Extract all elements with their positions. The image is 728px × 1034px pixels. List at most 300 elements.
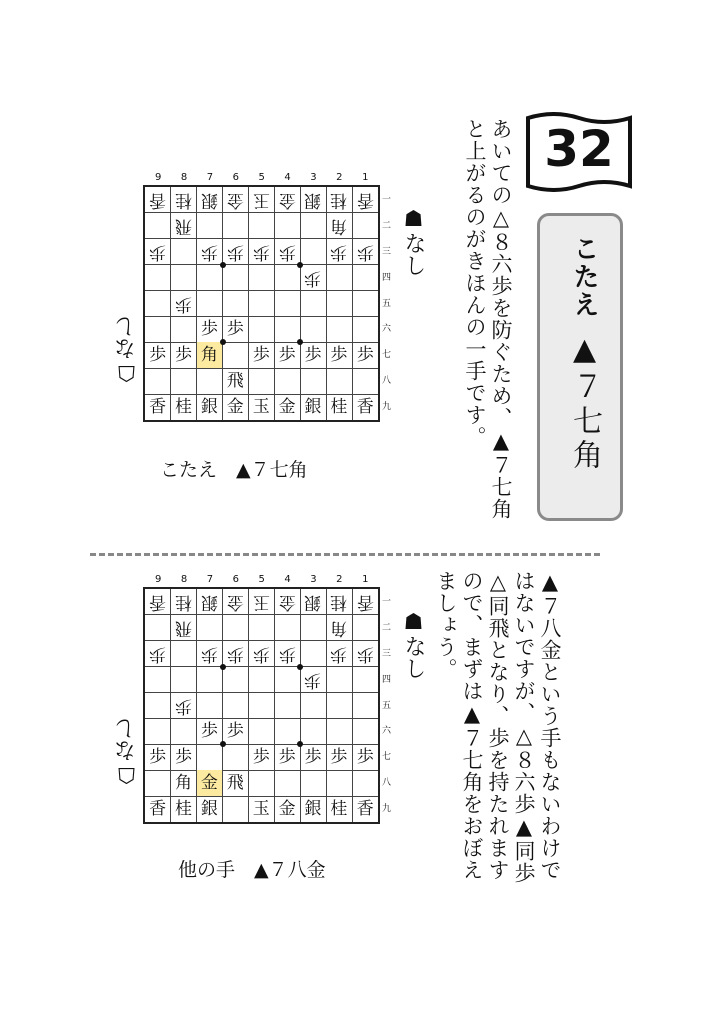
board-square — [352, 589, 378, 615]
shogi-piece: 桂 — [330, 190, 348, 210]
answer-label: こたえ — [569, 235, 599, 319]
shogi-piece: 歩 — [278, 747, 296, 768]
rank-label: 八 — [382, 778, 392, 789]
file-label: 1 — [362, 172, 369, 183]
board-square — [326, 291, 352, 317]
gote-piece-icon: ☖ — [114, 360, 139, 385]
board-square — [171, 291, 197, 317]
board-square — [145, 667, 171, 693]
board-square — [326, 394, 352, 420]
shogi-piece: 歩 — [330, 643, 348, 664]
shogi-piece: 桂 — [175, 190, 193, 210]
file-label: 5 — [258, 574, 265, 585]
board-square — [197, 394, 223, 420]
board-square — [223, 744, 249, 770]
shogi-piece: 歩 — [175, 345, 193, 366]
board-square — [274, 368, 300, 394]
board-square — [249, 368, 275, 394]
board-square — [197, 718, 223, 744]
board-square — [145, 394, 171, 420]
board-square — [300, 744, 326, 770]
sente-hand-text: なし — [401, 232, 426, 276]
board-square — [145, 718, 171, 744]
board-square — [326, 589, 352, 615]
board-square — [326, 265, 352, 291]
board-square — [326, 744, 352, 770]
gote-piece-icon: ☖ — [114, 762, 139, 787]
board-square — [223, 589, 249, 615]
board-square — [326, 213, 352, 239]
board-square — [352, 394, 378, 420]
file-label: 5 — [258, 172, 265, 183]
board-square — [171, 615, 197, 641]
board-square — [197, 213, 223, 239]
board-square — [326, 796, 352, 822]
shogi-piece: 歩 — [175, 747, 193, 768]
board-square — [249, 394, 275, 420]
shogi-piece: 金 — [226, 397, 244, 418]
board-square — [352, 342, 378, 368]
file-label: 3 — [310, 574, 317, 585]
shogi-piece: 歩 — [226, 319, 244, 340]
board-square — [274, 770, 300, 796]
board-square — [197, 316, 223, 342]
shogi-piece: 玉 — [252, 799, 270, 820]
star-point — [220, 664, 226, 670]
board-square — [300, 718, 326, 744]
board-square — [145, 770, 171, 796]
shogi-piece: 銀 — [304, 397, 322, 418]
rank-label: 一 — [382, 597, 392, 607]
board-square — [274, 187, 300, 213]
shogi-piece: 銀 — [200, 799, 218, 820]
board-square — [274, 667, 300, 693]
gote-hand-text: なし — [114, 718, 139, 762]
board-square — [171, 213, 197, 239]
shogi-piece: 歩 — [175, 293, 193, 314]
board-square — [223, 718, 249, 744]
explanation-text-1: あいての△８六歩を防ぐため、▲７七角と上がるのがきほんの一手です。 — [463, 118, 513, 520]
board-square — [249, 187, 275, 213]
shogi-piece: 歩 — [356, 241, 374, 262]
file-label: 7 — [206, 172, 214, 183]
board-square — [197, 342, 223, 368]
board-square — [352, 667, 378, 693]
board-square — [300, 239, 326, 265]
file-labels — [143, 172, 380, 184]
board-square — [274, 394, 300, 420]
board-square — [145, 615, 171, 641]
board-square — [171, 265, 197, 291]
board-square — [352, 641, 378, 667]
shogi-piece: 歩 — [226, 643, 244, 664]
shogi-piece: 銀 — [304, 799, 322, 820]
board-square — [249, 239, 275, 265]
board-square — [145, 796, 171, 822]
board-square — [171, 368, 197, 394]
board-square — [145, 187, 171, 213]
board-square — [274, 213, 300, 239]
shogi-piece: 歩 — [356, 747, 374, 768]
star-point — [297, 262, 303, 268]
rank-label: 四 — [382, 272, 392, 283]
shogi-piece: 歩 — [149, 241, 167, 262]
shogi-piece: 歩 — [200, 721, 218, 742]
problem-number-flag — [524, 112, 634, 192]
board-square — [326, 718, 352, 744]
board-square — [352, 718, 378, 744]
rank-label: 一 — [382, 195, 392, 205]
board-square — [352, 265, 378, 291]
sente-hand — [398, 207, 429, 276]
board-square — [300, 316, 326, 342]
shogi-piece: 歩 — [330, 345, 348, 366]
board-square — [171, 187, 197, 213]
shogi-piece: 桂 — [330, 397, 348, 418]
file-label: 6 — [232, 574, 239, 585]
board-square — [326, 368, 352, 394]
shogi-piece: 角 — [200, 345, 218, 366]
board-square — [352, 239, 378, 265]
shogi-piece: 角 — [175, 773, 193, 794]
gote-hand — [111, 316, 142, 385]
board-square — [352, 693, 378, 719]
board-square — [171, 641, 197, 667]
board-square — [326, 342, 352, 368]
file-label: 9 — [154, 172, 162, 183]
shogi-piece: 歩 — [278, 643, 296, 664]
board-square — [274, 693, 300, 719]
board-square — [223, 316, 249, 342]
board-square — [274, 615, 300, 641]
star-point — [220, 262, 226, 268]
shogi-piece: 桂 — [175, 592, 193, 612]
rank-label: 三 — [382, 648, 392, 659]
board-square — [300, 796, 326, 822]
board-square — [352, 770, 378, 796]
shogi-piece: 銀 — [304, 592, 322, 612]
board-square — [352, 213, 378, 239]
board-square — [197, 368, 223, 394]
shogi-piece: 歩 — [330, 241, 348, 262]
board-square — [223, 796, 249, 822]
board-caption-answer: こたえ ▲７七角 — [160, 459, 308, 481]
file-label: 1 — [362, 574, 369, 585]
board-square — [197, 187, 223, 213]
board-square — [223, 213, 249, 239]
board-square — [223, 265, 249, 291]
shogi-piece: 桂 — [330, 799, 348, 820]
board-square — [171, 744, 197, 770]
explanation-text-2: ▲７八金という手もないわけではないですが、△８六歩▲同歩△同飛となり、歩を持たれますので、まずは▲７七角をおぼえましょう。 — [434, 570, 562, 884]
board-square — [326, 316, 352, 342]
shogi-piece: 金 — [278, 592, 296, 612]
shogi-piece: 金 — [278, 397, 296, 418]
shogi-piece: 角 — [330, 617, 348, 638]
board-square — [274, 342, 300, 368]
rank-label: 五 — [382, 700, 392, 711]
board-square — [197, 265, 223, 291]
board-square — [197, 693, 223, 719]
shogi-piece: 歩 — [356, 345, 374, 366]
board-square — [223, 693, 249, 719]
board-square — [197, 744, 223, 770]
board-square — [300, 187, 326, 213]
board-square — [274, 316, 300, 342]
board-square — [300, 213, 326, 239]
shogi-piece: 歩 — [252, 747, 270, 768]
board-square — [197, 291, 223, 317]
shogi-piece: 歩 — [149, 747, 167, 768]
rank-label: 六 — [382, 324, 392, 335]
file-labels — [143, 574, 380, 586]
board-square — [197, 770, 223, 796]
rank-label: 七 — [382, 752, 392, 763]
board-square — [326, 693, 352, 719]
file-label: 2 — [336, 172, 343, 183]
shogi-piece: 飛 — [226, 371, 244, 392]
board-square — [249, 291, 275, 317]
shogi-piece: 歩 — [330, 747, 348, 768]
rank-label: 二 — [382, 622, 392, 633]
board-square — [300, 615, 326, 641]
board-square — [145, 213, 171, 239]
board-square — [145, 291, 171, 317]
shogi-piece: 銀 — [200, 592, 218, 612]
file-label: 6 — [232, 172, 239, 183]
shogi-piece: 歩 — [149, 643, 167, 664]
board-square — [223, 239, 249, 265]
board-square — [274, 589, 300, 615]
rank-label: 五 — [382, 298, 392, 309]
shogi-piece: 銀 — [200, 190, 218, 210]
shogi-piece: 歩 — [200, 643, 218, 664]
shogi-piece: 歩 — [304, 747, 322, 768]
board-square — [249, 342, 275, 368]
shogi-piece: 歩 — [175, 695, 193, 716]
shogi-piece: 銀 — [304, 190, 322, 210]
shogi-piece: 飛 — [175, 617, 193, 638]
star-point — [220, 339, 226, 345]
board-square — [171, 770, 197, 796]
board-square — [223, 667, 249, 693]
file-label: 7 — [206, 574, 214, 585]
board-square — [352, 291, 378, 317]
shogi-piece: 角 — [330, 215, 348, 236]
rank-label: 二 — [382, 220, 392, 231]
board-square — [197, 589, 223, 615]
board-square — [171, 316, 197, 342]
board-caption-alternative: 他の手 ▲７八金 — [178, 859, 326, 881]
board-square — [249, 744, 275, 770]
shogi-piece: 歩 — [278, 241, 296, 262]
shogi-piece: 歩 — [200, 319, 218, 340]
board-square — [223, 641, 249, 667]
board-square — [171, 796, 197, 822]
shogi-piece: 歩 — [356, 643, 374, 664]
board-square — [300, 693, 326, 719]
board-square — [300, 291, 326, 317]
board-square — [249, 265, 275, 291]
rank-label: 四 — [382, 674, 392, 685]
board-square — [326, 667, 352, 693]
star-point — [220, 741, 226, 747]
board-square — [300, 394, 326, 420]
rank-label: 八 — [382, 376, 392, 387]
board-square — [300, 342, 326, 368]
board-square — [171, 239, 197, 265]
shogi-piece: 香 — [356, 799, 374, 820]
file-label: 4 — [284, 574, 291, 585]
shogi-piece: 金 — [226, 592, 244, 612]
shogi-piece: 飛 — [175, 215, 193, 236]
board-square — [249, 213, 275, 239]
board-square — [145, 265, 171, 291]
board-square — [171, 693, 197, 719]
board-square — [171, 667, 197, 693]
shogi-piece: 香 — [356, 190, 374, 210]
rank-label: 九 — [382, 402, 392, 413]
rank-labels — [381, 185, 395, 422]
board-square — [300, 770, 326, 796]
board-square — [300, 641, 326, 667]
shogi-piece: 歩 — [252, 241, 270, 262]
board-square — [274, 291, 300, 317]
rank-label: 九 — [382, 804, 392, 815]
shogi-piece: 玉 — [252, 190, 270, 210]
shogi-piece: 歩 — [304, 669, 322, 690]
board-square — [249, 316, 275, 342]
shogi-board-answer — [143, 185, 380, 422]
board-square — [352, 316, 378, 342]
shogi-piece: 歩 — [226, 241, 244, 262]
board-square — [300, 368, 326, 394]
shogi-piece: 歩 — [149, 345, 167, 366]
board-square — [249, 589, 275, 615]
problem-number: 32 — [544, 120, 614, 178]
board-square — [352, 368, 378, 394]
board-square — [352, 615, 378, 641]
shogi-piece: 飛 — [226, 773, 244, 794]
shogi-piece: 歩 — [200, 241, 218, 262]
file-label: 9 — [154, 574, 162, 585]
gote-hand — [111, 718, 142, 787]
board-square — [274, 718, 300, 744]
shogi-piece: 金 — [278, 799, 296, 820]
board-square — [300, 265, 326, 291]
board-square — [171, 394, 197, 420]
shogi-piece: 歩 — [252, 643, 270, 664]
board-square — [249, 770, 275, 796]
shogi-piece: 桂 — [175, 799, 193, 820]
board-square — [145, 589, 171, 615]
board-square — [145, 641, 171, 667]
shogi-piece: 歩 — [252, 345, 270, 366]
gote-hand-text: なし — [114, 316, 139, 360]
board-square — [326, 239, 352, 265]
board-square — [223, 342, 249, 368]
shogi-piece: 桂 — [330, 592, 348, 612]
board-square — [249, 718, 275, 744]
board-square — [249, 667, 275, 693]
rank-labels — [381, 587, 395, 824]
answer-move: ▲７七角 — [567, 332, 602, 473]
board-square — [197, 796, 223, 822]
shogi-piece: 歩 — [278, 345, 296, 366]
board-square — [249, 641, 275, 667]
board-square — [223, 291, 249, 317]
board-square — [326, 770, 352, 796]
board-square — [171, 342, 197, 368]
shogi-board-alternative — [143, 587, 380, 824]
shogi-piece: 香 — [149, 190, 167, 210]
shogi-piece: 金 — [278, 190, 296, 210]
shogi-piece: 金 — [200, 773, 218, 794]
board-square — [274, 239, 300, 265]
board-square — [197, 615, 223, 641]
shogi-piece: 香 — [149, 397, 167, 418]
shogi-piece: 歩 — [304, 345, 322, 366]
sente-hand-text: なし — [401, 635, 426, 679]
board-square — [274, 744, 300, 770]
board-square — [249, 693, 275, 719]
board-square — [249, 615, 275, 641]
sente-piece-icon: ☗ — [401, 610, 426, 635]
shogi-piece: 玉 — [252, 592, 270, 612]
board-square — [171, 589, 197, 615]
board-square — [223, 368, 249, 394]
board-square — [274, 265, 300, 291]
board-square — [223, 615, 249, 641]
board-square — [249, 796, 275, 822]
shogi-piece: 桂 — [175, 397, 193, 418]
sente-hand — [398, 610, 429, 679]
shogi-piece: 香 — [356, 397, 374, 418]
board-square — [352, 187, 378, 213]
board-square — [145, 342, 171, 368]
shogi-piece: 香 — [356, 592, 374, 612]
shogi-piece: 香 — [149, 592, 167, 612]
rank-label: 六 — [382, 726, 392, 737]
board-square — [171, 718, 197, 744]
board-square — [326, 641, 352, 667]
board-square — [300, 667, 326, 693]
board-square — [145, 316, 171, 342]
file-label: 8 — [180, 574, 188, 585]
board-square — [352, 744, 378, 770]
board-square — [274, 796, 300, 822]
board-square — [223, 187, 249, 213]
shogi-piece: 玉 — [252, 397, 270, 418]
file-label: 2 — [336, 574, 343, 585]
board-square — [145, 368, 171, 394]
board-square — [326, 187, 352, 213]
board-square — [326, 615, 352, 641]
file-label: 4 — [284, 172, 291, 183]
board-square — [300, 589, 326, 615]
board-square — [197, 641, 223, 667]
shogi-piece: 銀 — [200, 397, 218, 418]
shogi-piece: 歩 — [226, 721, 244, 742]
star-point — [297, 664, 303, 670]
sente-piece-icon: ☗ — [401, 207, 426, 232]
file-label: 8 — [180, 172, 188, 183]
rank-label: 七 — [382, 350, 392, 361]
section-divider — [90, 553, 600, 556]
board-square — [145, 239, 171, 265]
shogi-piece: 香 — [149, 799, 167, 820]
board-square — [145, 744, 171, 770]
